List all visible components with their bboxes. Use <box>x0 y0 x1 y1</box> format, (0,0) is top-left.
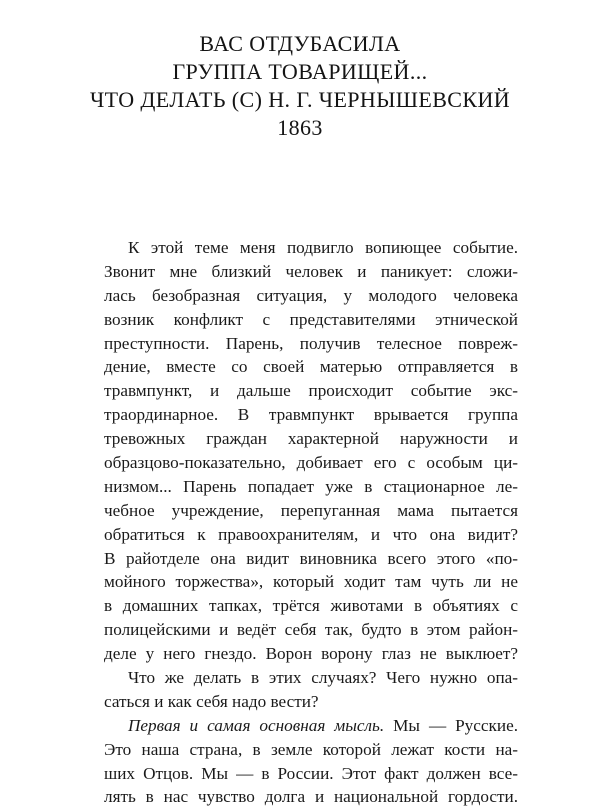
text-line: траординарное. В травмпункт врывается группа <box>104 405 518 425</box>
emphasis-text: Первая и самая основная мысль. <box>128 715 385 735</box>
text-line: Это наша страна, в земле которой лежат кости на- <box>104 739 518 759</box>
text-line: образцово-показательно, добивает его с особым ци- <box>104 453 518 473</box>
text-line: обратиться к правоохранителям, и что она видит? <box>104 524 518 544</box>
text-line: преступности. Парень, получив телесное повреж- <box>104 333 518 353</box>
text-line: тревожных граждан характерной наружности и <box>104 429 518 449</box>
text-line: Что же делать в этих случаях? Чего нужно опа- <box>128 668 518 688</box>
text-line: мойного торжества», который ходит там чуть ли не <box>104 572 518 592</box>
title-line-2: ГРУППА ТОВАРИЩЕЙ... <box>172 59 428 84</box>
text-line: в домашних тапках, трётся животами в объятиях с <box>104 596 518 616</box>
text-line: возник конфликт с представителями этнической <box>104 309 518 329</box>
text-run: Мы — Русские. <box>384 715 519 735</box>
text-line: саться и как себя надо вести? <box>104 691 319 711</box>
title-line-3: ЧТО ДЕЛАТЬ (С) Н. Г. ЧЕРНЫШЕВСКИЙ <box>89 87 511 112</box>
text-line: деле у него гнездо. Ворон ворону глаз не выклюет? <box>104 644 518 664</box>
text-line: Звонит мне близкий человек и паникует: сложи- <box>104 261 518 281</box>
text-line-mixed <box>104 714 518 738</box>
text-line: В райотделе она видит виновника всего этого «по- <box>104 548 518 568</box>
text-line: лять в нас чувство долга и национальной гордости. <box>104 787 518 807</box>
text-line: травмпункт, и дальше происходит событие экс- <box>104 381 518 401</box>
body-text <box>104 236 518 809</box>
title-line-1: ВАС ОТДУБАСИЛА <box>199 31 401 56</box>
text-line: чебное учреждение, перепуганная мама пытается <box>104 500 518 520</box>
text-line: лась безобразная ситуация, у молодого человека <box>104 285 518 305</box>
text-line: дение, вместе со своей матерью отправляется в <box>104 357 518 377</box>
text-line: низмом... Парень попадает уже в стационарное ле- <box>104 476 518 496</box>
text-line: полицейскими и ведёт себя так, будто в этом район- <box>104 620 518 640</box>
chapter-title <box>0 30 600 142</box>
text-line: К этой теме меня подвигло вопиющее событие. <box>128 238 518 257</box>
text-line: ших Отцов. Мы — в России. Этот факт должен все- <box>104 763 518 783</box>
title-line-4: 1863 <box>277 115 323 140</box>
